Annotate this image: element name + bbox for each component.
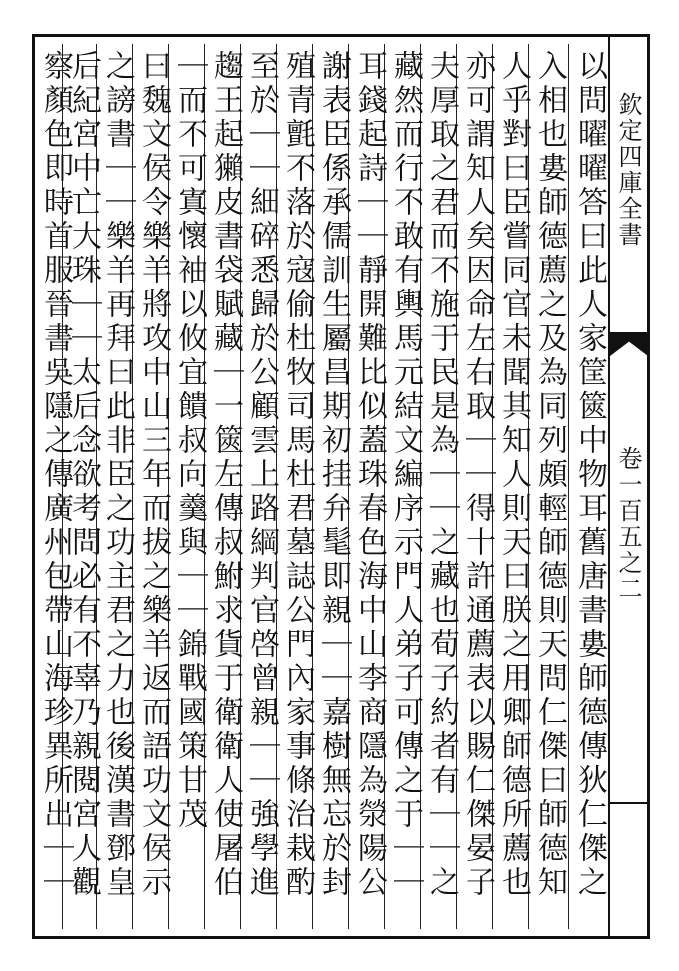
column-text: 之謗書｜｜樂羊再拜曰此非臣之功主君之力也後漢書鄧皇 [100, 50, 135, 900]
margin-rule [610, 802, 648, 804]
text-column [456, 44, 496, 929]
column-text: 曰魏文侯令樂羊將攻中山三年而拔之樂羊返而語功文侯示 [136, 50, 171, 900]
center-margin [608, 34, 646, 939]
text-column [240, 44, 280, 929]
column-text: 至於｜｜細碎悉歸於公顧雲上路綱判官啓曾親｜｜強學進 [244, 50, 279, 900]
text-column [348, 44, 388, 929]
text-column [568, 44, 608, 929]
text-column [276, 44, 316, 929]
text-column [168, 44, 208, 929]
text-column [204, 44, 244, 929]
volume-label: 卷一百五之二 [614, 446, 642, 602]
column-text: 殖青氈不落於寇偷杜牧司馬杜君墓誌公門內家事條治栽酌 [280, 50, 315, 900]
text-column [312, 44, 352, 929]
text-column [384, 44, 424, 929]
column-text: 耳錢起詩｜｜靜開難比似蓋珠春色海中山李商隱為滎陽公 [352, 50, 387, 900]
column-text: 亦可謂知人矣因命左右取｜｜得十許通薦表以賜仁傑晏子 [460, 50, 495, 900]
text-column [132, 44, 172, 929]
column-text: 后紀宮中亡大珠｜｜太后念欲考問必有不辜乃親閱宮人觀 [66, 50, 101, 900]
column-text: 察顏色即時首服晉書吳隱之傳廣州包帶山海珍異所出｜｜ [38, 50, 73, 900]
column-text: 夫厚取之君而不施于民是為｜｜之藏也荀子約者有｜｜之 [424, 50, 459, 900]
column-text: 入相也婁師德薦之及為同列頗輕師德則天問仁傑曰師德知 [532, 50, 567, 900]
column-text: 趨王起獺皮書袋賦藏｜一篋左傳叔鮒求貨于衛衛人使屠伯 [208, 50, 243, 900]
fish-tail-mark [610, 332, 648, 356]
column-text: 人乎對曰臣嘗同官未聞其知人則天曰朕之用卿師德所薦也 [496, 50, 531, 900]
text-column [35, 44, 73, 929]
column-text: ｜而不可寘懷袖以攸宜饋叔向羹與｜｜錦戰國策甘茂 [172, 50, 207, 832]
text-column [528, 44, 568, 929]
text-column [420, 44, 460, 929]
book-title: 欽定四庫全書 [614, 92, 642, 248]
column-text: 藏然而行不敢有輿馬元結文編序示門人弟子可傳之于｜｜ [388, 50, 423, 900]
text-column [492, 44, 532, 929]
column-text: 謝表臣係承儒訓生屬昌期初挂弁髦即親｜｜嘉樹無忘於封 [316, 50, 351, 900]
column-text: 以問曜曜答曰此人家筐篋中物耳舊唐書婁師德傳狄仁傑之 [572, 50, 607, 900]
